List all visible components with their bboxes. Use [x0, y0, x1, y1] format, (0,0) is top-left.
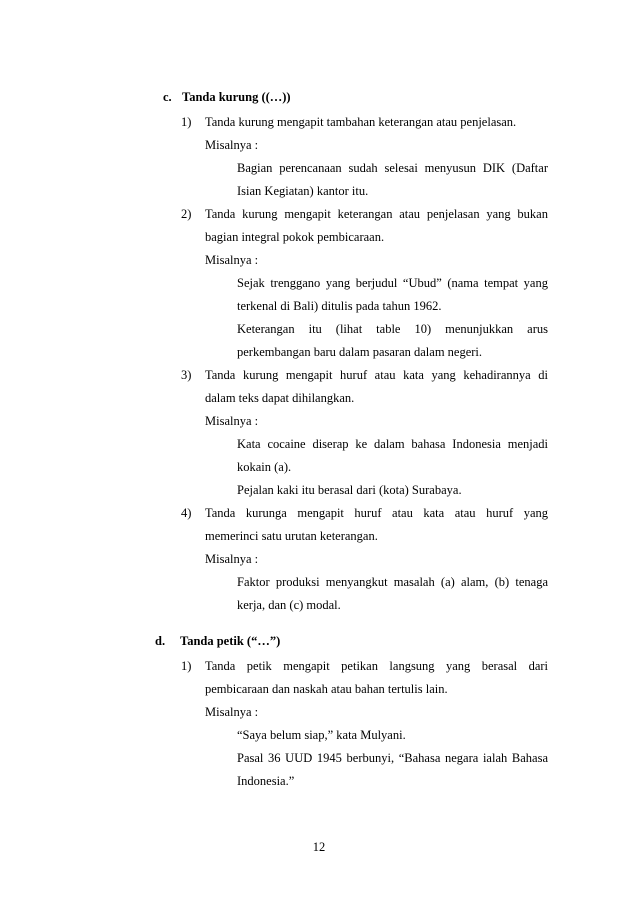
- section-d-title: Tanda petik (“…”): [180, 634, 281, 648]
- item-d1-example-label: Misalnya :: [205, 705, 259, 719]
- item-c3-number: 3): [181, 368, 192, 382]
- item-c4-number: 4): [181, 506, 192, 520]
- item-d1-line-1: Tanda petik mengapit petikan langsung yang berasal dari: [205, 659, 548, 673]
- item-c3-example-1-line-1: Kata cocaine diserap ke dalam bahasa Indonesia menjadi: [237, 437, 548, 451]
- item-d1-number: 1): [181, 659, 192, 673]
- item-c4-example-1-line-1: Faktor produksi menyangkut masalah (a) alam, (b) tenaga: [237, 575, 548, 589]
- section-c-title: Tanda kurung ((…)): [182, 90, 291, 104]
- item-c1-number: 1): [181, 115, 192, 129]
- item-d1-example-2-line-2: Indonesia.”: [237, 774, 295, 788]
- item-c1-example-1-line-2: Isian Kegiatan) kantor itu.: [237, 184, 369, 198]
- item-c1-example-label: Misalnya :: [205, 138, 259, 152]
- item-c3-line-2: dalam teks dapat dihilangkan.: [205, 391, 355, 405]
- item-c1-line-1: Tanda kurung mengapit tambahan keterangan atau penjelasan.: [205, 115, 517, 129]
- item-d1-example-1-line-1: “Saya belum siap,” kata Mulyani.: [237, 728, 406, 742]
- item-c2-example-1-line-2: terkenal di Bali) ditulis pada tahun 1962.: [237, 299, 442, 313]
- item-d1-line-2: pembicaraan dan naskah atau bahan tertulis lain.: [205, 682, 448, 696]
- item-c3-example-label: Misalnya :: [205, 414, 259, 428]
- item-c3-line-1: Tanda kurung mengapit huruf atau kata yang kehadirannya di: [205, 368, 548, 382]
- item-c2-example-2-line-1: Keterangan itu (lihat table 10) menunjukkan arus: [237, 322, 548, 336]
- item-c2-line-1: Tanda kurung mengapit keterangan atau penjelasan yang bukan: [205, 207, 548, 221]
- item-c2-number: 2): [181, 207, 192, 221]
- item-c4-line-1: Tanda kurunga mengapit huruf atau kata atau huruf yang: [205, 506, 548, 520]
- item-c2-example-label: Misalnya :: [205, 253, 259, 267]
- section-c-marker: c.: [163, 90, 172, 104]
- item-c3-example-1-line-2: kokain (a).: [237, 460, 292, 474]
- item-c2-example-2-line-2: perkembangan baru dalam pasaran dalam negeri.: [237, 345, 483, 359]
- section-d-marker: d.: [155, 634, 166, 648]
- item-c2-line-2: bagian integral pokok pembicaraan.: [205, 230, 385, 244]
- item-c2-example-1-line-1: Sejak trenggano yang berjudul “Ubud” (nama tempat yang: [237, 276, 548, 290]
- item-c3-example-2-line-1: Pejalan kaki itu berasal dari (kota) Surabaya.: [237, 483, 462, 497]
- page-number: 12: [312, 840, 326, 854]
- item-c4-line-2: memerinci satu urutan keterangan.: [205, 529, 378, 543]
- item-c1-example-1-line-1: Bagian perencanaan sudah selesai menyusun DIK (Daftar: [237, 161, 548, 175]
- item-d1-example-2-line-1: Pasal 36 UUD 1945 berbunyi, “Bahasa negara ialah Bahasa: [237, 751, 548, 765]
- item-c4-example-label: Misalnya :: [205, 552, 259, 566]
- item-c4-example-1-line-2: kerja, dan (c) modal.: [237, 598, 341, 612]
